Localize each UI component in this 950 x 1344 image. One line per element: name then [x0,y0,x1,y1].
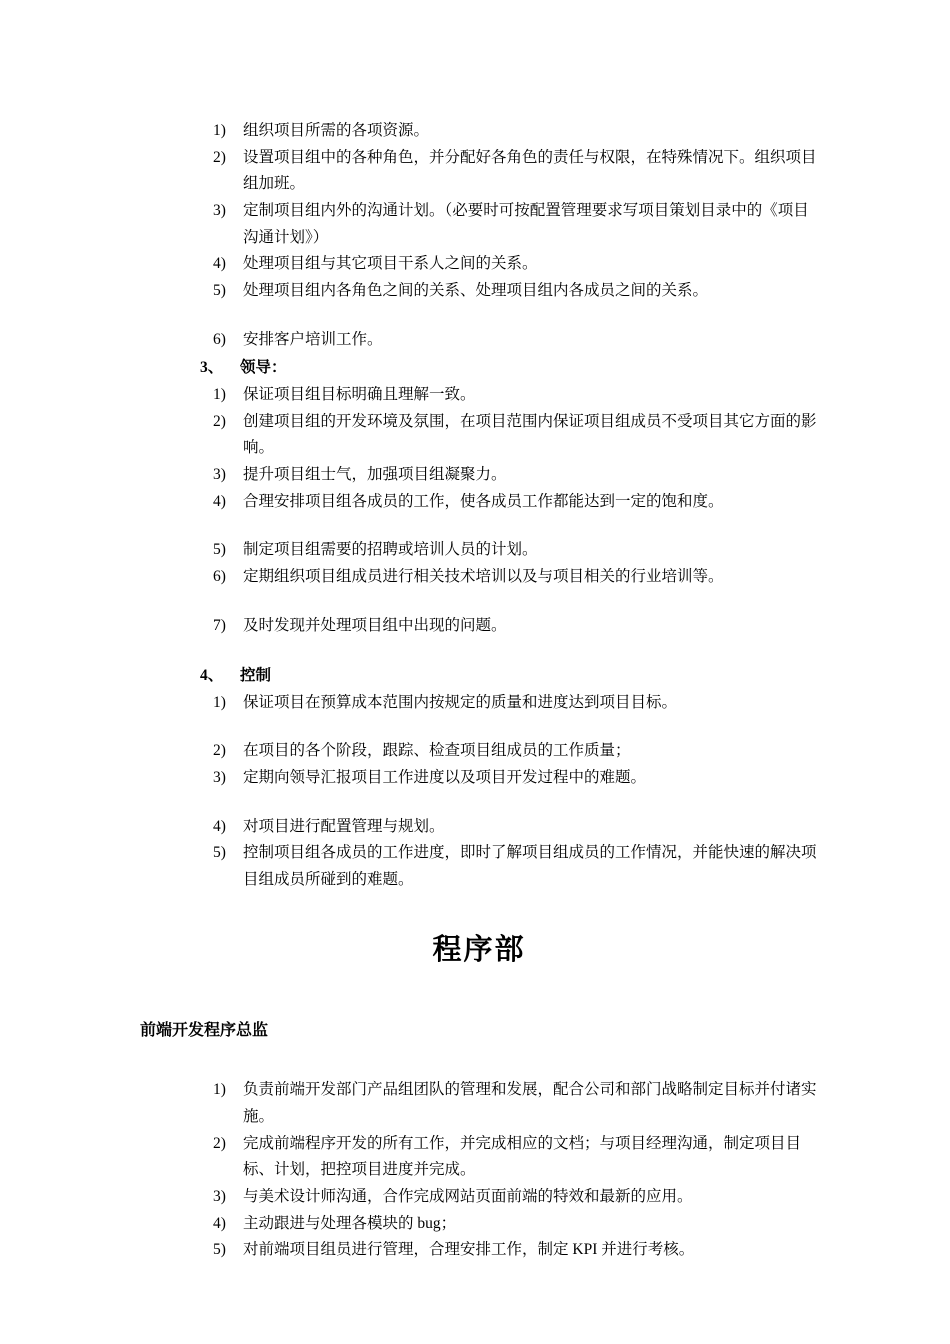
list-item-number: 2) [213,742,226,760]
list-item [213,1211,818,1238]
list-item-text: 负责前端开发部门产品组团队的管理和发展，配合公司和部门战略制定目标并付诸实施。 [243,1081,817,1126]
list-item-number: 2) [213,412,226,430]
list-item [213,409,818,462]
list-item-number: 3) [213,465,226,483]
list-item-text: 处理项目组内各角色之间的关系、处理项目组内各成员之间的关系。 [243,281,709,299]
list-item [213,690,818,717]
list-item-text: 设置项目组中的各种角色，并分配好各角色的责任与权限，在特殊情况下。组织项目组加班。 [243,148,817,193]
list-item-number: 6) [213,567,226,585]
leadership-duties-list [140,382,818,639]
subheading-text: 控制 [240,667,272,685]
list-item-text: 处理项目组与其它项目干系人之间的关系。 [243,255,538,273]
list-item-text: 对项目进行配置管理与规划。 [243,817,445,835]
list-item-text: 合理安排项目组各成员的工作，使各成员工作都能达到一定的饱和度。 [243,492,724,510]
list-item-text: 在项目的各个阶段，跟踪、检查项目组成员的工作质量； [243,742,631,760]
list-item-text: 组织项目所需的各项资源。 [243,122,430,139]
control-duties-list [140,690,818,894]
list-item-text: 及时发现并处理项目组中出现的问题。 [243,616,507,634]
list-item [213,765,818,792]
list-item [213,564,818,591]
list-item [213,489,818,516]
list-item-text: 主动跟进与处理各模块的 bug； [243,1214,457,1232]
subheading-text: 领导： [240,359,287,377]
list-item [213,118,818,145]
list-item-text: 提升项目组士气，加强项目组凝聚力。 [243,465,507,483]
list-item [213,840,818,893]
list-item-text: 制定项目组需要的招聘或培训人员的计划。 [243,541,538,559]
list-item-text: 完成前端程序开发的所有工作，并完成相应的文档；与项目经理沟通，制定项目目标、计划，把控项目进度并完成。 [243,1134,802,1179]
list-item-number: 4) [213,817,226,835]
list-item [213,1131,818,1184]
frontend-director-duties-list [140,1077,818,1264]
list-item-text: 创建项目组的开发环境及氛围，在项目范围内保证项目组成员不受项目其它方面的影响。 [243,412,817,457]
list-item [213,1184,818,1211]
list-item-number: 6) [213,330,226,348]
frontend-director-heading: 前端开发程序总监 [140,1022,269,1040]
list-item-number: 1) [213,693,226,711]
list-item-number: 1) [213,1081,226,1099]
section-3-leadership [140,355,818,382]
section-4-control [140,663,818,690]
list-item-number: 3) [213,201,226,219]
list-item-number: 5) [213,281,226,299]
list-item-number: 2) [213,1134,226,1152]
list-item [213,198,818,251]
list-item-number: 5) [213,1241,226,1259]
list-item-text: 对前端项目组员进行管理，合理安排工作，制定 KPI 并进行考核。 [243,1241,695,1259]
list-item-number: 3) [213,1188,226,1206]
list-item-text: 与美术设计师沟通，合作完成网站页面前端的特效和最新的应用。 [243,1188,693,1206]
list-item-text: 定期组织项目组成员进行相关技术培训以及与项目相关的行业培训等。 [243,567,724,585]
list-item-number: 3) [213,769,226,787]
subheading-number: 3、 [200,359,224,377]
list-item-text: 安排客户培训工作。 [243,330,383,348]
list-item-number: 4) [213,255,226,273]
list-item-text: 定期向领导汇报项目工作进度以及项目开发过程中的难题。 [243,769,647,787]
subheading-number: 4、 [200,667,224,685]
list-item [213,327,818,354]
list-item [213,814,818,841]
list-item [213,613,818,640]
list-item-text: 控制项目组各成员的工作进度，即时了解项目组成员的工作情况，并能快速的解决项目组成员所碰到的难题。 [243,844,817,889]
list-item-number: 2) [213,148,226,166]
list-item [213,537,818,564]
list-item-number: 4) [213,492,226,510]
list-item-number: 5) [213,541,226,559]
list-item [213,382,818,409]
list-item [213,145,818,198]
list-item-number: 4) [213,1214,226,1232]
management-duties-list [140,118,818,353]
list-item-text: 保证项目在预算成本范围内按规定的质量和进度达到项目目标。 [243,693,678,711]
list-item-number: 1) [213,122,226,139]
list-item-number: 1) [213,385,226,403]
list-item [213,738,818,765]
list-item [213,1077,818,1130]
list-item-number: 7) [213,616,226,634]
list-item-text: 保证项目组目标明确且理解一致。 [243,385,476,403]
list-item-text: 定制项目组内外的沟通计划。（必要时可按配置管理要求写项目策划目录中的《项目沟通计划》） [243,201,809,246]
department-title: 程序部 [432,933,526,966]
list-item [213,278,818,305]
list-item [213,462,818,489]
list-item [213,251,818,278]
list-item-number: 5) [213,844,226,862]
list-item [213,1237,818,1264]
